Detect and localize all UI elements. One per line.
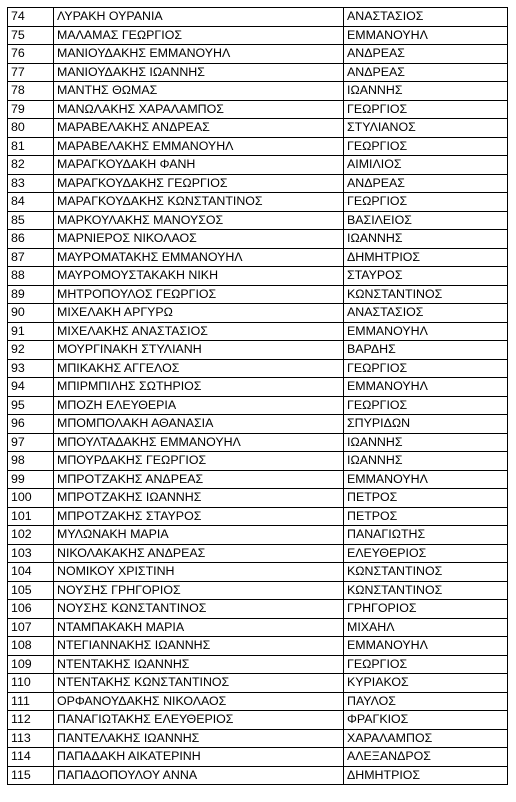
full-name-cell: ΜΑΡΑΒΕΛΑΚΗΣ ΕΜΜΑΝΟΥΗΛ xyxy=(54,137,344,156)
father-name-cell: ΕΜΜΑΝΟΥΗΛ xyxy=(344,637,508,656)
row-number-cell: 98 xyxy=(8,452,54,471)
father-name-cell: ΚΩΝΣΤΑΝΤΙΝΟΣ xyxy=(344,285,508,304)
roster-table-body xyxy=(8,8,508,785)
row-number-cell: 112 xyxy=(8,711,54,730)
table-row xyxy=(8,655,508,674)
row-number-cell: 88 xyxy=(8,267,54,286)
row-number-cell: 79 xyxy=(8,100,54,119)
father-name-cell: ΑΝΔΡΕΑΣ xyxy=(344,63,508,82)
father-name-cell: ΙΩΑΝΝΗΣ xyxy=(344,230,508,249)
father-name-cell: ΕΜΜΑΝΟΥΗΛ xyxy=(344,378,508,397)
row-number-cell: 91 xyxy=(8,322,54,341)
father-name-cell: ΙΩΑΝΝΗΣ xyxy=(344,452,508,471)
full-name-cell: ΝΟΜΙΚΟΥ ΧΡΙΣΤΙΝΗ xyxy=(54,563,344,582)
full-name-cell: ΜΑΥΡΟΜΑΤΑΚΗΣ ΕΜΜΑΝΟΥΗΛ xyxy=(54,248,344,267)
father-name-cell: ΜΙΧΑΗΛ xyxy=(344,618,508,637)
row-number-cell: 80 xyxy=(8,119,54,138)
full-name-cell: ΜΑΝΙΟΥΔΑΚΗΣ ΙΩΑΝΝΗΣ xyxy=(54,63,344,82)
father-name-cell: ΙΩΑΝΝΗΣ xyxy=(344,82,508,101)
row-number-cell: 81 xyxy=(8,137,54,156)
father-name-cell: ΓΕΩΡΓΙΟΣ xyxy=(344,137,508,156)
full-name-cell: ΜΑΛΑΜΑΣ ΓΕΩΡΓΙΟΣ xyxy=(54,26,344,45)
full-name-cell: ΠΑΝΑΓΙΩΤΑΚΗΣ ΕΛΕΥΘΕΡΙΟΣ xyxy=(54,711,344,730)
father-name-cell: ΓΕΩΡΓΙΟΣ xyxy=(344,100,508,119)
table-row xyxy=(8,45,508,64)
table-row xyxy=(8,26,508,45)
document-page xyxy=(7,7,507,785)
row-number-cell: 96 xyxy=(8,415,54,434)
table-row xyxy=(8,581,508,600)
full-name-cell: ΠΑΝΤΕΛΑΚΗΣ ΙΩΑΝΝΗΣ xyxy=(54,729,344,748)
father-name-cell: ΠΕΤΡΟΣ xyxy=(344,489,508,508)
table-row xyxy=(8,433,508,452)
row-number-cell: 95 xyxy=(8,396,54,415)
father-name-cell: ΑΝΔΡΕΑΣ xyxy=(344,45,508,64)
table-row xyxy=(8,637,508,656)
table-row xyxy=(8,544,508,563)
row-number-cell: 105 xyxy=(8,581,54,600)
roster-table xyxy=(7,7,508,785)
full-name-cell: ΠΑΠΑΔΑΚΗ ΑΙΚΑΤΕΡΙΝΗ xyxy=(54,748,344,767)
table-row xyxy=(8,230,508,249)
row-number-cell: 111 xyxy=(8,692,54,711)
table-row xyxy=(8,711,508,730)
row-number-cell: 84 xyxy=(8,193,54,212)
row-number-cell: 92 xyxy=(8,341,54,360)
table-row xyxy=(8,470,508,489)
table-row xyxy=(8,452,508,471)
table-row xyxy=(8,766,508,785)
full-name-cell: ΝΙΚΟΛΑΚΑΚΗΣ ΑΝΔΡΕΑΣ xyxy=(54,544,344,563)
table-row xyxy=(8,248,508,267)
row-number-cell: 90 xyxy=(8,304,54,323)
full-name-cell: ΜΠΟΥΡΔΑΚΗΣ ΓΕΩΡΓΙΟΣ xyxy=(54,452,344,471)
full-name-cell: ΜΑΝΙΟΥΔΑΚΗΣ ΕΜΜΑΝΟΥΗΛ xyxy=(54,45,344,64)
father-name-cell: ΓΕΩΡΓΙΟΣ xyxy=(344,193,508,212)
row-number-cell: 109 xyxy=(8,655,54,674)
full-name-cell: ΠΑΠΑΔΟΠΟΥΛΟΥ ΑΝΝΑ xyxy=(54,766,344,785)
table-row xyxy=(8,489,508,508)
row-number-cell: 82 xyxy=(8,156,54,175)
table-row xyxy=(8,748,508,767)
father-name-cell: ΙΩΑΝΝΗΣ xyxy=(344,433,508,452)
father-name-cell: ΣΤΑΥΡΟΣ xyxy=(344,267,508,286)
full-name-cell: ΝΤΕΓΙΑΝΝΑΚΗΣ ΙΩΑΝΝΗΣ xyxy=(54,637,344,656)
father-name-cell: ΓΕΩΡΓΙΟΣ xyxy=(344,359,508,378)
table-row xyxy=(8,119,508,138)
father-name-cell: ΚΩΝΣΤΑΝΤΙΝΟΣ xyxy=(344,563,508,582)
table-row xyxy=(8,285,508,304)
full-name-cell: ΜΟΥΡΓΙΝΑΚΗ ΣΤΥΛΙΑΝΗ xyxy=(54,341,344,360)
full-name-cell: ΜΑΡΑΓΚΟΥΔΑΚΗΣ ΓΕΩΡΓΙΟΣ xyxy=(54,174,344,193)
father-name-cell: ΑΝΑΣΤΑΣΙΟΣ xyxy=(344,304,508,323)
full-name-cell: ΜΠΟΥΛΤΑΔΑΚΗΣ ΕΜΜΑΝΟΥΗΛ xyxy=(54,433,344,452)
father-name-cell: ΕΜΜΑΝΟΥΗΛ xyxy=(344,322,508,341)
full-name-cell: ΟΡΦΑΝΟΥΔΑΚΗΣ ΝΙΚΟΛΑΟΣ xyxy=(54,692,344,711)
row-number-cell: 100 xyxy=(8,489,54,508)
table-row xyxy=(8,507,508,526)
father-name-cell: ΑΝΑΣΤΑΣΙΟΣ xyxy=(344,8,508,27)
table-row xyxy=(8,674,508,693)
table-row xyxy=(8,618,508,637)
full-name-cell: ΜΑΡΑΒΕΛΑΚΗΣ ΑΝΔΡΕΑΣ xyxy=(54,119,344,138)
row-number-cell: 110 xyxy=(8,674,54,693)
row-number-cell: 74 xyxy=(8,8,54,27)
row-number-cell: 87 xyxy=(8,248,54,267)
father-name-cell: ΣΠΥΡΙΔΩΝ xyxy=(344,415,508,434)
full-name-cell: ΜΑΝΩΛΑΚΗΣ ΧΑΡΑΛΑΜΠΟΣ xyxy=(54,100,344,119)
full-name-cell: ΜΑΡΚΟΥΛΑΚΗΣ ΜΑΝΟΥΣΟΣ xyxy=(54,211,344,230)
full-name-cell: ΝΤΑΜΠΑΚΑΚΗ ΜΑΡΙΑ xyxy=(54,618,344,637)
table-row xyxy=(8,193,508,212)
father-name-cell: ΚΩΝΣΤΑΝΤΙΝΟΣ xyxy=(344,581,508,600)
row-number-cell: 86 xyxy=(8,230,54,249)
full-name-cell: ΜΗΤΡΟΠΟΥΛΟΣ ΓΕΩΡΓΙΟΣ xyxy=(54,285,344,304)
table-row xyxy=(8,137,508,156)
row-number-cell: 93 xyxy=(8,359,54,378)
table-row xyxy=(8,526,508,545)
full-name-cell: ΜΠΡΟΤΖΑΚΗΣ ΙΩΑΝΝΗΣ xyxy=(54,489,344,508)
father-name-cell: ΕΜΜΑΝΟΥΗΛ xyxy=(344,470,508,489)
father-name-cell: ΓΕΩΡΓΙΟΣ xyxy=(344,396,508,415)
row-number-cell: 77 xyxy=(8,63,54,82)
table-row xyxy=(8,100,508,119)
row-number-cell: 94 xyxy=(8,378,54,397)
full-name-cell: ΜΠΙΡΜΠΙΛΗΣ ΣΩΤΗΡΙΟΣ xyxy=(54,378,344,397)
father-name-cell: ΠΑΝΑΓΙΩΤΗΣ xyxy=(344,526,508,545)
row-number-cell: 107 xyxy=(8,618,54,637)
table-row xyxy=(8,415,508,434)
table-row xyxy=(8,563,508,582)
full-name-cell: ΜΠΙΚΑΚΗΣ ΑΓΓΕΛΟΣ xyxy=(54,359,344,378)
full-name-cell: ΜΠΡΟΤΖΑΚΗΣ ΣΤΑΥΡΟΣ xyxy=(54,507,344,526)
father-name-cell: ΑΛΕΞΑΝΔΡΟΣ xyxy=(344,748,508,767)
full-name-cell: ΜΠΡΟΤΖΑΚΗΣ ΑΝΔΡΕΑΣ xyxy=(54,470,344,489)
father-name-cell: ΔΗΜΗΤΡΙΟΣ xyxy=(344,766,508,785)
table-row xyxy=(8,304,508,323)
father-name-cell: ΑΙΜΙΛΙΟΣ xyxy=(344,156,508,175)
row-number-cell: 89 xyxy=(8,285,54,304)
father-name-cell: ΠΕΤΡΟΣ xyxy=(344,507,508,526)
father-name-cell: ΕΛΕΥΘΕΡΙΟΣ xyxy=(344,544,508,563)
row-number-cell: 101 xyxy=(8,507,54,526)
table-row xyxy=(8,211,508,230)
full-name-cell: ΜΠΟΖΗ ΕΛΕΥΘΕΡΙΑ xyxy=(54,396,344,415)
full-name-cell: ΜΙΧΕΛΑΚΗΣ ΑΝΑΣΤΑΣΙΟΣ xyxy=(54,322,344,341)
table-row xyxy=(8,378,508,397)
row-number-cell: 108 xyxy=(8,637,54,656)
table-row xyxy=(8,692,508,711)
father-name-cell: ΚΥΡΙΑΚΟΣ xyxy=(344,674,508,693)
father-name-cell: ΧΑΡΑΛΑΜΠΟΣ xyxy=(344,729,508,748)
full-name-cell: ΝΟΥΣΗΣ ΚΩΝΣΤΑΝΤΙΝΟΣ xyxy=(54,600,344,619)
full-name-cell: ΜΑΡΑΓΚΟΥΔΑΚΗ ΦΑΝΗ xyxy=(54,156,344,175)
father-name-cell: ΓΕΩΡΓΙΟΣ xyxy=(344,655,508,674)
row-number-cell: 99 xyxy=(8,470,54,489)
row-number-cell: 97 xyxy=(8,433,54,452)
full-name-cell: ΛΥΡΑΚΗ ΟΥΡΑΝΙΑ xyxy=(54,8,344,27)
row-number-cell: 76 xyxy=(8,45,54,64)
full-name-cell: ΜΥΛΩΝΑΚΗ ΜΑΡΙΑ xyxy=(54,526,344,545)
father-name-cell: ΔΗΜΗΤΡΙΟΣ xyxy=(344,248,508,267)
table-row xyxy=(8,63,508,82)
row-number-cell: 78 xyxy=(8,82,54,101)
table-row xyxy=(8,359,508,378)
full-name-cell: ΜΑΡΝΙΕΡΟΣ ΝΙΚΟΛΑΟΣ xyxy=(54,230,344,249)
table-row xyxy=(8,322,508,341)
full-name-cell: ΝΤΕΝΤΑΚΗΣ ΚΩΝΣΤΑΝΤΙΝΟΣ xyxy=(54,674,344,693)
table-row xyxy=(8,396,508,415)
father-name-cell: ΑΝΔΡΕΑΣ xyxy=(344,174,508,193)
row-number-cell: 85 xyxy=(8,211,54,230)
table-row xyxy=(8,82,508,101)
full-name-cell: ΝΤΕΝΤΑΚΗΣ ΙΩΑΝΝΗΣ xyxy=(54,655,344,674)
table-row xyxy=(8,600,508,619)
table-row xyxy=(8,8,508,27)
full-name-cell: ΜΙΧΕΛΑΚΗ ΑΡΓΥΡΩ xyxy=(54,304,344,323)
full-name-cell: ΜΑΝΤΗΣ ΘΩΜΑΣ xyxy=(54,82,344,101)
row-number-cell: 83 xyxy=(8,174,54,193)
father-name-cell: ΒΑΣΙΛΕΙΟΣ xyxy=(344,211,508,230)
table-row xyxy=(8,729,508,748)
row-number-cell: 75 xyxy=(8,26,54,45)
father-name-cell: ΣΤΥΛΙΑΝΟΣ xyxy=(344,119,508,138)
table-row xyxy=(8,267,508,286)
full-name-cell: ΝΟΥΣΗΣ ΓΡΗΓΟΡΙΟΣ xyxy=(54,581,344,600)
father-name-cell: ΦΡΑΓΚΙΟΣ xyxy=(344,711,508,730)
full-name-cell: ΜΑΡΑΓΚΟΥΔΑΚΗΣ ΚΩΝΣΤΑΝΤΙΝΟΣ xyxy=(54,193,344,212)
father-name-cell: ΠΑΥΛΟΣ xyxy=(344,692,508,711)
row-number-cell: 106 xyxy=(8,600,54,619)
full-name-cell: ΜΑΥΡΟΜΟΥΣΤΑΚΑΚΗ ΝΙΚΗ xyxy=(54,267,344,286)
row-number-cell: 104 xyxy=(8,563,54,582)
full-name-cell: ΜΠΟΜΠΟΛΑΚΗ ΑΘΑΝΑΣΙΑ xyxy=(54,415,344,434)
table-row xyxy=(8,341,508,360)
row-number-cell: 114 xyxy=(8,748,54,767)
table-row xyxy=(8,156,508,175)
row-number-cell: 103 xyxy=(8,544,54,563)
row-number-cell: 102 xyxy=(8,526,54,545)
father-name-cell: ΕΜΜΑΝΟΥΗΛ xyxy=(344,26,508,45)
table-row xyxy=(8,174,508,193)
row-number-cell: 113 xyxy=(8,729,54,748)
father-name-cell: ΓΡΗΓΟΡΙΟΣ xyxy=(344,600,508,619)
row-number-cell: 115 xyxy=(8,766,54,785)
father-name-cell: ΒΑΡΔΗΣ xyxy=(344,341,508,360)
